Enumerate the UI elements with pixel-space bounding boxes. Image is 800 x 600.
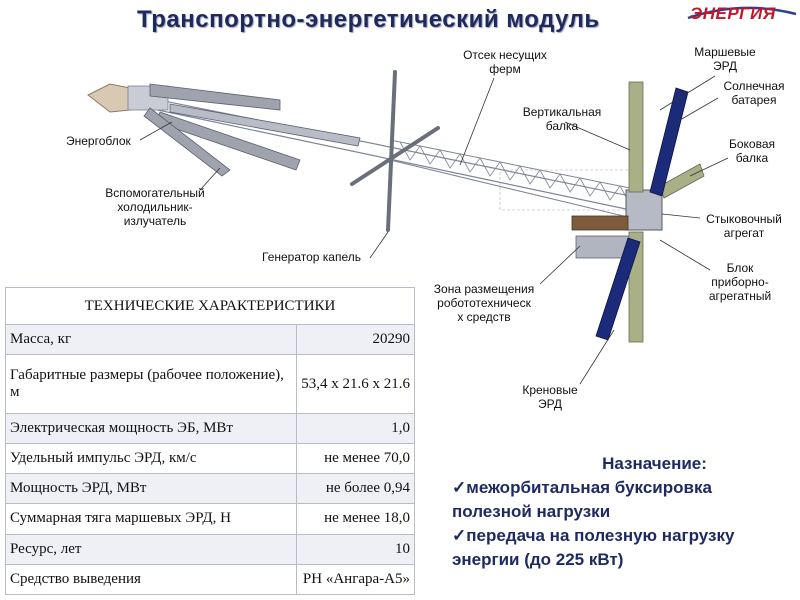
label-roll-erd: Креновые ЭРД xyxy=(522,383,578,411)
spec-name: Масса, кг xyxy=(6,325,297,355)
spec-value: не менее 70,0 xyxy=(297,444,415,474)
table-row xyxy=(6,534,415,564)
spec-value: 53,4 х 21.6 х 21.6 xyxy=(297,355,415,414)
label-solar-array: Солнечная батарея xyxy=(723,79,785,107)
spec-value: 10 xyxy=(297,534,415,564)
purpose-block xyxy=(452,452,797,572)
label-drop-generator: Генератор капель xyxy=(262,250,362,264)
spec-name: Удельный импульс ЭРД, км/с xyxy=(6,444,297,474)
table-row xyxy=(6,444,415,474)
spec-name: Ресурс, лет xyxy=(6,534,297,564)
purpose-item: ✓передача на полезную нагрузку энергии (до 225 кВт) xyxy=(452,526,735,569)
check-icon: ✓ xyxy=(452,478,467,497)
table-row xyxy=(6,413,415,443)
purpose-heading: Назначение: xyxy=(602,454,707,473)
label-main-erd: Маршевые ЭРД xyxy=(694,45,756,73)
label-docking-unit: Стыковочный агрегат xyxy=(706,212,782,240)
spec-name: Габаритные размеры (рабочее положение), м xyxy=(6,355,297,414)
logo-text: ЭНЕРГИЯ xyxy=(690,4,776,23)
drop-generator-shape xyxy=(352,72,438,230)
check-icon: ✓ xyxy=(452,526,467,545)
table-row xyxy=(6,355,415,414)
spec-value: 20290 xyxy=(297,325,415,355)
spec-name: Средство выведения xyxy=(6,564,297,594)
label-instrument-block: Блок приборно- агрегатный xyxy=(708,261,772,303)
page-title: Транспортно-энергетический модуль xyxy=(137,6,600,33)
label-side-beam: Боковая балка xyxy=(728,137,776,165)
label-truss-bay: Отсек несущих ферм xyxy=(463,48,547,76)
table-row xyxy=(6,564,415,594)
label-vertical-beam: Вертикальная балка xyxy=(522,105,602,133)
specs-header: ТЕХНИЧЕСКИЕ ХАРАКТЕРИСТИКИ xyxy=(6,288,415,325)
spec-value: не менее 18,0 xyxy=(297,504,415,534)
spec-value: РН «Ангара-А5» xyxy=(297,564,415,594)
specs-table xyxy=(5,287,415,595)
label-cooler: Вспомогательный холодильник- излучатель xyxy=(105,186,205,228)
spec-name: Суммарная тяга маршевых ЭРД, Н xyxy=(6,504,297,534)
specs-header-row xyxy=(6,288,415,325)
label-robot-zone: Зона размещения робототехническ х средств xyxy=(433,282,535,324)
spec-name: Мощность ЭРД, МВт xyxy=(6,474,297,504)
label-energy-block: Энергоблок xyxy=(66,134,131,148)
spec-name: Электрическая мощность ЭБ, МВт xyxy=(6,413,297,443)
purpose-item: ✓межорбитальная буксировка полезной нагрузки xyxy=(452,478,712,521)
table-row xyxy=(6,325,415,355)
spec-value: не более 0,94 xyxy=(297,474,415,504)
spec-value: 1,0 xyxy=(297,413,415,443)
table-row xyxy=(6,474,415,504)
table-row xyxy=(6,504,415,534)
